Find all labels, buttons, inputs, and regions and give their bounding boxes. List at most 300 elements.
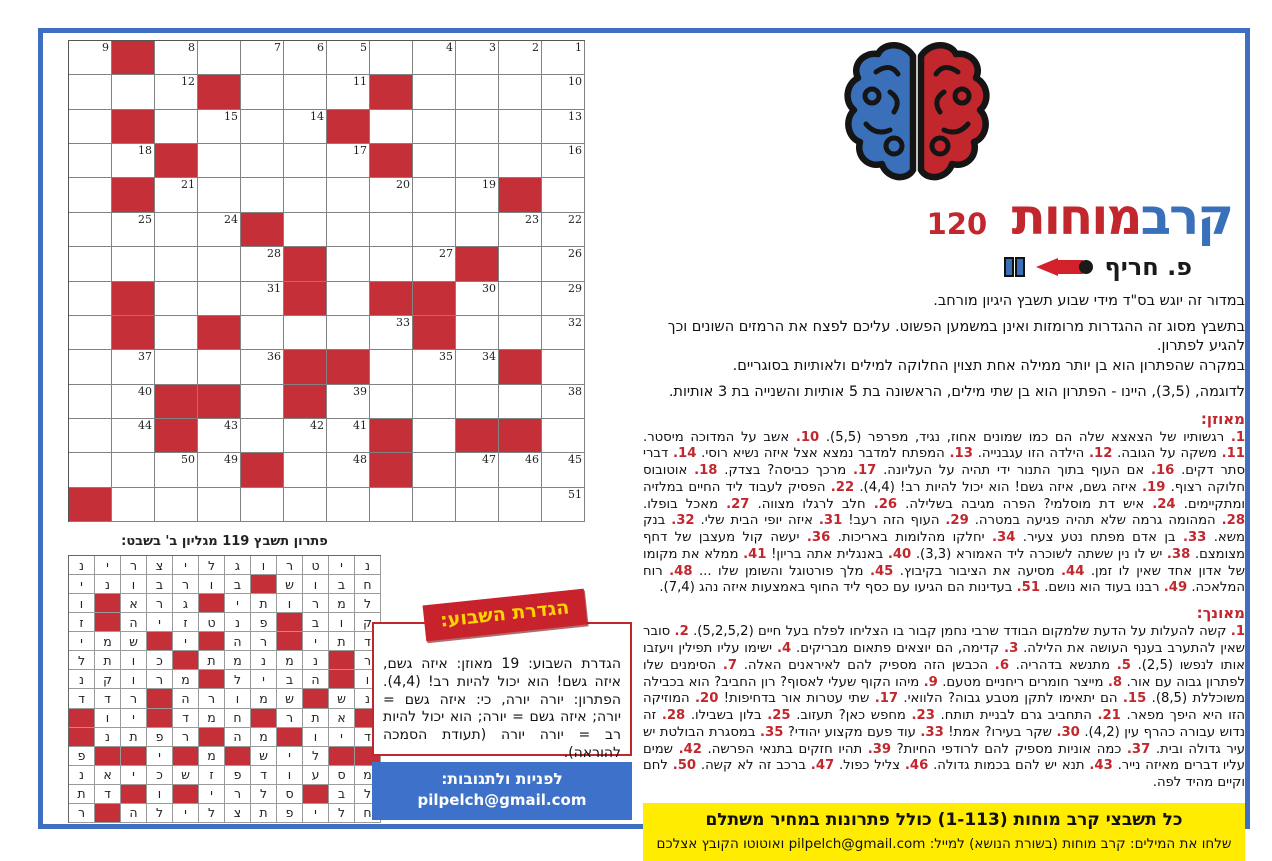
solution-blocked-cell bbox=[95, 613, 121, 632]
grid-cell bbox=[69, 75, 112, 109]
cell-number: 51 bbox=[568, 487, 582, 501]
clue-text: צליל כפול. bbox=[834, 758, 905, 774]
clue-number: 33. bbox=[1182, 530, 1207, 546]
grid-cell bbox=[198, 350, 241, 384]
solution-letter-cell: נ bbox=[69, 766, 95, 785]
solution-letter-cell: ו bbox=[199, 575, 225, 594]
grid-cell bbox=[542, 282, 585, 316]
grid-cell bbox=[69, 247, 112, 281]
solution-letter-cell: ר bbox=[147, 670, 173, 689]
grid-cell bbox=[542, 316, 585, 350]
clue-text: עוד פעם מקצוע יהודי? bbox=[783, 724, 921, 740]
solution-letter-cell: י bbox=[121, 709, 147, 728]
clue-number: 24. bbox=[1152, 496, 1176, 512]
blocked-cell bbox=[284, 282, 327, 316]
cell-number: 48 bbox=[353, 453, 367, 467]
solution-letter-cell: נ bbox=[95, 728, 121, 747]
clue-number: 11. bbox=[1221, 446, 1245, 462]
clue-number: 12. bbox=[1089, 446, 1113, 462]
clue-number: 28. bbox=[1221, 513, 1246, 529]
solution-letter-cell: ר bbox=[173, 575, 199, 594]
solution-letter-cell: נ bbox=[95, 575, 121, 594]
grid-cell bbox=[284, 144, 327, 178]
grid-cell bbox=[370, 178, 413, 212]
cell-number: 44 bbox=[138, 418, 152, 432]
solution-letter-cell: פ bbox=[147, 728, 173, 747]
clue-number: 1. bbox=[1230, 429, 1246, 445]
down-header: מאונך: bbox=[1196, 604, 1245, 623]
clue-number: 49. bbox=[1163, 580, 1188, 596]
clue-number: 7. bbox=[722, 657, 738, 673]
solution-letter-cell: ס bbox=[277, 785, 303, 804]
grid-cell bbox=[69, 41, 112, 75]
clue-text: במסגרת הבולטת יש עיר גדולה ובית. bbox=[643, 724, 1245, 757]
grid-cell bbox=[155, 316, 198, 350]
clue-number: 4. bbox=[776, 641, 792, 657]
solution-letter-cell: ש bbox=[277, 689, 303, 708]
solution-letter-cell: ט bbox=[303, 556, 329, 575]
cell-number: 12 bbox=[181, 75, 195, 89]
grid-cell bbox=[284, 75, 327, 109]
clue-text: הסימנים שלו לפתרון גבוה עם אור. bbox=[643, 657, 1245, 690]
clue-text: תנא יש להם בכמות גדולה. bbox=[928, 758, 1090, 774]
grid-cell bbox=[112, 350, 155, 384]
clue-text: הילדה הזו עגבנייה. bbox=[972, 446, 1089, 462]
grid-cell bbox=[456, 453, 499, 487]
solution-letter-cell: ה bbox=[303, 670, 329, 689]
grid-cell bbox=[327, 453, 370, 487]
grid-cell bbox=[456, 385, 499, 419]
solution-letter-cell: ד bbox=[173, 709, 199, 728]
clue-text: רוח המלאכה. bbox=[643, 563, 1245, 596]
solution-blocked-cell bbox=[329, 670, 355, 689]
grid-cell bbox=[542, 247, 585, 281]
clue-text: מרכך כביסה? בצדק. bbox=[717, 463, 853, 479]
blocked-cell bbox=[370, 75, 413, 109]
clue-number: 19. bbox=[1142, 479, 1166, 495]
cell-number: 28 bbox=[267, 247, 281, 261]
solution-letter-cell: ת bbox=[251, 594, 277, 613]
cell-number: 23 bbox=[525, 212, 539, 226]
grid-cell bbox=[241, 488, 284, 522]
solution-letter-cell: ר bbox=[355, 651, 381, 670]
grid-cell bbox=[413, 488, 456, 522]
solution-blocked-cell bbox=[199, 632, 225, 651]
grid-cell bbox=[499, 316, 542, 350]
blocked-cell bbox=[284, 385, 327, 419]
solution-letter-cell: ו bbox=[121, 651, 147, 670]
clue-text: בלון בשבילו. bbox=[685, 708, 768, 724]
solution-letter-cell: ד bbox=[95, 689, 121, 708]
solution-caption: פתרון תשבץ 119 מגליון ב' בשבט: bbox=[121, 534, 328, 549]
clue-text: דברי סתר דקים. bbox=[643, 446, 1245, 479]
page-title bbox=[926, 188, 1232, 246]
grid-cell bbox=[413, 350, 456, 384]
clue-number: 40. bbox=[887, 546, 912, 562]
solution-blocked-cell bbox=[303, 785, 329, 804]
solution-letter-cell: ו bbox=[277, 766, 303, 785]
grid-cell bbox=[542, 488, 585, 522]
solution-letter-cell: י bbox=[69, 632, 95, 651]
grid-cell bbox=[327, 419, 370, 453]
cell-number: 25 bbox=[138, 212, 152, 226]
solution-letter-cell: ת bbox=[251, 804, 277, 823]
blocked-cell bbox=[69, 488, 112, 522]
intro-line: במדור זה יוגש בס"ד מידי שבוע תשבץ היגיון מורחב. bbox=[933, 293, 1245, 309]
solution-letter-cell: ו bbox=[147, 785, 173, 804]
cell-number: 5 bbox=[360, 41, 367, 54]
clue-number: 27. bbox=[726, 496, 750, 512]
clue-text: יחלקו מהלומות באריכות. bbox=[830, 530, 992, 546]
cell-number: 24 bbox=[224, 212, 238, 226]
grid-cell bbox=[499, 213, 542, 247]
grid-cell bbox=[69, 110, 112, 144]
blocked-cell bbox=[456, 419, 499, 453]
solution-letter-cell: ו bbox=[95, 709, 121, 728]
grid-cell bbox=[327, 282, 370, 316]
cell-number: 45 bbox=[568, 453, 582, 467]
grid-cell bbox=[413, 144, 456, 178]
across-clues bbox=[643, 430, 1245, 598]
solution-letter-cell: ה bbox=[121, 613, 147, 632]
clue-number: 47. bbox=[810, 758, 835, 774]
solution-letter-cell: י bbox=[95, 556, 121, 575]
grid-cell bbox=[456, 316, 499, 350]
solution-blocked-cell bbox=[69, 728, 95, 747]
solution-blocked-cell bbox=[69, 709, 95, 728]
title-word-first: קרב bbox=[1140, 188, 1232, 246]
blocked-cell bbox=[112, 41, 155, 75]
cell-number: 19 bbox=[482, 178, 496, 192]
grid-cell bbox=[241, 419, 284, 453]
down-clues bbox=[643, 624, 1245, 792]
solution-letter-cell: צ bbox=[147, 556, 173, 575]
solution-blocked-cell bbox=[199, 728, 225, 747]
cell-number: 13 bbox=[568, 109, 582, 123]
definition-badge: הגדרת השבוע: bbox=[423, 589, 587, 642]
solution-letter-cell: ד bbox=[95, 785, 121, 804]
clue-text: המוזיקה הזו היא היפך מפאר. bbox=[643, 691, 1246, 724]
solution-blocked-cell bbox=[199, 594, 225, 613]
grid-cell bbox=[69, 178, 112, 212]
grid-cell bbox=[69, 350, 112, 384]
solution-letter-cell: ל bbox=[329, 804, 355, 823]
grid-cell bbox=[542, 110, 585, 144]
solution-letter-cell: ל bbox=[199, 556, 225, 575]
cell-number: 40 bbox=[138, 384, 152, 398]
grid-cell bbox=[112, 144, 155, 178]
solution-letter-cell: פ bbox=[251, 613, 277, 632]
blocked-cell bbox=[155, 385, 198, 419]
solution-grid bbox=[68, 555, 381, 823]
grid-cell bbox=[155, 453, 198, 487]
solution-letter-cell: ו bbox=[251, 556, 277, 575]
contact-title: לפניות ולתגובות: bbox=[441, 770, 563, 788]
solution-letter-cell: ת bbox=[121, 728, 147, 747]
grid-cell bbox=[456, 282, 499, 316]
cell-number: 46 bbox=[525, 453, 539, 467]
clue-text: המהומה גרמה שלא תהיה פגיעה במטרה. bbox=[968, 513, 1222, 529]
clue-number: 41. bbox=[743, 546, 767, 562]
blocked-cell bbox=[370, 282, 413, 316]
title-word-second: מוחות bbox=[1011, 188, 1141, 246]
cell-number: 50 bbox=[181, 453, 195, 467]
solution-blocked-cell bbox=[121, 785, 147, 804]
grid-cell bbox=[542, 75, 585, 109]
solution-letter-cell: פ bbox=[225, 766, 251, 785]
solution-letter-cell: ב bbox=[303, 613, 329, 632]
solution-letter-cell: ר bbox=[303, 594, 329, 613]
clue-text: משקה על הגובה. bbox=[1112, 446, 1222, 462]
cell-number: 18 bbox=[138, 144, 152, 158]
grid-cell bbox=[284, 419, 327, 453]
grid-cell bbox=[69, 385, 112, 419]
clue-number: 3. bbox=[1004, 641, 1019, 657]
solution-letter-cell: מ bbox=[277, 651, 303, 670]
cell-number: 21 bbox=[181, 178, 195, 192]
banner-subtitle-prefix: שלחו את המילים: קרב מוחות (בשורת הנושא) למייל: bbox=[925, 835, 1232, 852]
cell-number: 33 bbox=[396, 315, 410, 329]
blocked-cell bbox=[370, 419, 413, 453]
clue-text: חלב לרגלו מצווה. bbox=[749, 496, 874, 512]
clue-number: 48. bbox=[669, 563, 693, 579]
clue-text: מיהו הקוף שעלי לאסוף? רון החביב? הוא בכבילה משוכללת (8,5). bbox=[643, 674, 1245, 707]
grid-cell bbox=[370, 110, 413, 144]
clue-text: מתנשא בדהריה. bbox=[1009, 657, 1117, 673]
solution-letter-cell: כ bbox=[147, 766, 173, 785]
clue-text: מייצר חומרים ריחניים מטעם. bbox=[937, 674, 1108, 690]
grid-cell bbox=[542, 41, 585, 75]
solution-letter-cell: ח bbox=[355, 575, 381, 594]
solution-letter-cell: ו bbox=[303, 575, 329, 594]
clue-number: 5. bbox=[1116, 657, 1131, 673]
clue-number: 37. bbox=[1126, 741, 1151, 757]
blocked-cell bbox=[155, 144, 198, 178]
clue-text: אם העוף בתוך התנור ידי תהיה על העליונה. bbox=[876, 463, 1151, 479]
grid-cell bbox=[413, 385, 456, 419]
cell-number: 35 bbox=[439, 350, 453, 364]
solution-letter-cell: א bbox=[329, 709, 355, 728]
clue-text: שתי עטרות אור בדחיפות! bbox=[718, 691, 875, 707]
byline-text: פ. חריף bbox=[1104, 253, 1192, 281]
grid-cell bbox=[456, 350, 499, 384]
solution-letter-cell: כ bbox=[147, 651, 173, 670]
grid-cell bbox=[370, 385, 413, 419]
solution-letter-cell: ר bbox=[121, 556, 147, 575]
clue-text: בנק משא. bbox=[643, 513, 1246, 546]
cell-number: 6 bbox=[317, 41, 324, 54]
clue-text: איש דת מוסלמי? הפרה מגיבה בשלילה. bbox=[897, 496, 1153, 512]
grid-cell bbox=[456, 75, 499, 109]
grid-cell bbox=[241, 282, 284, 316]
solution-letter-cell: ר bbox=[277, 709, 303, 728]
clue-number: 18. bbox=[694, 463, 718, 479]
solution-blocked-cell bbox=[147, 689, 173, 708]
blocked-cell bbox=[198, 75, 241, 109]
grid-cell bbox=[198, 453, 241, 487]
solution-letter-cell: מ bbox=[95, 632, 121, 651]
grid-cell bbox=[413, 178, 456, 212]
clue-number: 50. bbox=[672, 758, 697, 774]
solution-letter-cell: ש bbox=[173, 766, 199, 785]
solution-letter-cell: י bbox=[173, 632, 199, 651]
grid-cell bbox=[241, 385, 284, 419]
grid-cell bbox=[112, 419, 155, 453]
solution-letter-cell: ח bbox=[355, 804, 381, 823]
solution-letter-cell: ת bbox=[199, 651, 225, 670]
solution-letter-cell: ר bbox=[173, 728, 199, 747]
solution-letter-cell: ל bbox=[225, 670, 251, 689]
clue-number: 1. bbox=[1230, 624, 1245, 640]
blocked-cell bbox=[112, 178, 155, 212]
grid-cell bbox=[456, 213, 499, 247]
solution-letter-cell: י bbox=[303, 804, 329, 823]
intro-line: במקרה שהפתרון הוא בן יותר ממילה אחת תצוין החלוקה למילים ולאותיות בסוגריים. bbox=[732, 358, 1245, 375]
grid-cell bbox=[241, 75, 284, 109]
blocked-cell bbox=[327, 350, 370, 384]
cell-number: 17 bbox=[353, 144, 367, 158]
grid-cell bbox=[499, 110, 542, 144]
clue-text: קשה להעלות על הדעת שלמקום הבודד שרבי נחמן קבור בו הצליחו לפלח בעל חיים (5,2,5,2). bbox=[688, 624, 1231, 640]
contact-email[interactable]: pilpelch@gmail.com bbox=[417, 791, 587, 809]
clue-number: 29. bbox=[945, 513, 969, 529]
cell-number: 39 bbox=[353, 384, 367, 398]
solution-letter-cell: ק bbox=[95, 670, 121, 689]
blocked-cell bbox=[112, 110, 155, 144]
cell-number: 30 bbox=[482, 281, 496, 295]
grid-cell bbox=[155, 247, 198, 281]
intro-line: בתשבץ מסוג זה ההגדרות מרומזות ואינן במשמען הפשוט. עליכם לפצח את הרמזים השונים וכך להגיע לפתרון. bbox=[667, 318, 1245, 355]
solution-blocked-cell bbox=[277, 728, 303, 747]
blocked-cell bbox=[413, 316, 456, 350]
solution-blocked-cell bbox=[147, 709, 173, 728]
clue-number: 25. bbox=[767, 708, 791, 724]
grid-cell bbox=[198, 178, 241, 212]
clue-text: כמה אוניות מספיק להם לרודפי החיות? bbox=[891, 741, 1127, 757]
clue-text: הם יתאימו לתקן מטבע גבוה? הלוואי. bbox=[898, 691, 1123, 707]
grid-cell bbox=[112, 488, 155, 522]
solution-letter-cell: ז bbox=[69, 613, 95, 632]
solution-letter-cell: ד bbox=[251, 766, 277, 785]
solution-letter-cell: י bbox=[303, 632, 329, 651]
grid-cell bbox=[155, 282, 198, 316]
solution-letter-cell: ל bbox=[303, 747, 329, 766]
grid-cell bbox=[542, 213, 585, 247]
grid-cell bbox=[327, 178, 370, 212]
clue-text: אוטובוס חלוקה רצוף. bbox=[643, 463, 1246, 495]
solution-letter-cell: צ bbox=[225, 804, 251, 823]
grid-cell bbox=[413, 453, 456, 487]
solution-letter-cell: י bbox=[225, 594, 251, 613]
clue-text: אשב על המדוכה מיסטר. bbox=[643, 429, 796, 445]
grid-cell bbox=[155, 110, 198, 144]
grid-cell bbox=[112, 247, 155, 281]
cell-number: 11 bbox=[353, 75, 367, 89]
grid-cell bbox=[456, 110, 499, 144]
solution-letter-cell: ט bbox=[199, 613, 225, 632]
grid-cell bbox=[413, 110, 456, 144]
cell-number: 10 bbox=[568, 75, 582, 89]
clue-text: רגשותיו של הצאצא שלה הם כמו שמונים אחוז, נגיד, מפרפר (5,5). bbox=[819, 429, 1231, 445]
solution-letter-cell: י bbox=[147, 747, 173, 766]
grid-cell bbox=[284, 110, 327, 144]
solution-blocked-cell bbox=[95, 747, 121, 766]
banner-email[interactable]: pilpelch@gmail.com bbox=[788, 835, 926, 852]
solution-letter-cell: נ bbox=[251, 651, 277, 670]
clue-text: ישימו עליו תפילין ויעזבו אותו לנפשו (2,5). bbox=[643, 641, 1245, 673]
solution-letter-cell: מ bbox=[225, 651, 251, 670]
grid-cell bbox=[198, 144, 241, 178]
grid-cell bbox=[370, 41, 413, 75]
solution-letter-cell: ר bbox=[251, 632, 277, 651]
cell-number: 16 bbox=[568, 144, 582, 158]
grid-cell bbox=[241, 144, 284, 178]
cell-number: 29 bbox=[568, 281, 582, 295]
solution-letter-cell: ג bbox=[225, 556, 251, 575]
grid-cell bbox=[499, 75, 542, 109]
grid-cell bbox=[499, 247, 542, 281]
grid-cell bbox=[499, 488, 542, 522]
solution-letter-cell: מ bbox=[173, 670, 199, 689]
solution-letter-cell: י bbox=[329, 728, 355, 747]
solution-letter-cell: י bbox=[329, 556, 355, 575]
solution-letter-cell: ו bbox=[121, 575, 147, 594]
blocked-cell bbox=[370, 453, 413, 487]
solution-blocked-cell bbox=[329, 651, 355, 670]
grid-cell bbox=[284, 316, 327, 350]
clue-text: הפסיק לעבוד ליד החיים במלזיה ומתקיימים. bbox=[643, 479, 1245, 512]
solution-letter-cell: ר bbox=[121, 689, 147, 708]
solution-letter-cell: ב bbox=[147, 575, 173, 594]
definition-box: הגדרת השבוע: 19 מאוזן: איזה גשם, איזה גשם! הוא יכול להיות רב! (4,4). הפתרון: יורה יורה, כי: איזה גשם = יורה; איזה גשם = יורה; הוא יכול להיות רב = יורה יורה (תעודת הסמכה להוראה). bbox=[372, 622, 632, 756]
clue-text: מלך פורטוגל והשומן שלו ... bbox=[692, 563, 870, 579]
grid-cell bbox=[327, 41, 370, 75]
solution-letter-cell: ה bbox=[225, 632, 251, 651]
grid-cell bbox=[241, 41, 284, 75]
clue-text: יש לו נין ששתה לשוכרה ליד האמורא (3,3). bbox=[911, 546, 1167, 562]
solution-letter-cell: י bbox=[199, 785, 225, 804]
solution-blocked-cell bbox=[277, 613, 303, 632]
grid-cell bbox=[69, 144, 112, 178]
clue-text: ממלא את מקומו של אדון אחד שאין לו זמן. bbox=[643, 546, 1245, 579]
cell-number: 20 bbox=[396, 178, 410, 192]
grid-cell bbox=[327, 144, 370, 178]
solution-letter-cell: ב bbox=[329, 785, 355, 804]
grid-cell bbox=[155, 213, 198, 247]
blocked-cell bbox=[499, 178, 542, 212]
blocked-cell bbox=[499, 419, 542, 453]
grid-cell bbox=[542, 453, 585, 487]
solution-letter-cell: ת bbox=[303, 709, 329, 728]
solution-letter-cell: פ bbox=[69, 747, 95, 766]
solution-blocked-cell bbox=[121, 747, 147, 766]
solution-letter-cell: ק bbox=[355, 613, 381, 632]
clue-number: 38. bbox=[1166, 546, 1191, 562]
blocked-cell bbox=[327, 110, 370, 144]
byline bbox=[1003, 253, 1192, 281]
clue-number: 17. bbox=[852, 463, 877, 479]
grid-cell bbox=[542, 350, 585, 384]
clue-number: 9. bbox=[923, 674, 938, 690]
cell-number: 31 bbox=[267, 281, 281, 295]
clue-number: 46. bbox=[904, 758, 929, 774]
clue-text: המפתח למדבר נמצא אצל איזה נשיא רוסי. bbox=[696, 446, 950, 462]
contact-box bbox=[372, 762, 632, 820]
solution-letter-cell: ח bbox=[225, 709, 251, 728]
solution-letter-cell: ה bbox=[173, 689, 199, 708]
solution-letter-cell: ש bbox=[277, 575, 303, 594]
clue-text: מסיעה את הציבור בקיבוץ. bbox=[893, 563, 1062, 579]
